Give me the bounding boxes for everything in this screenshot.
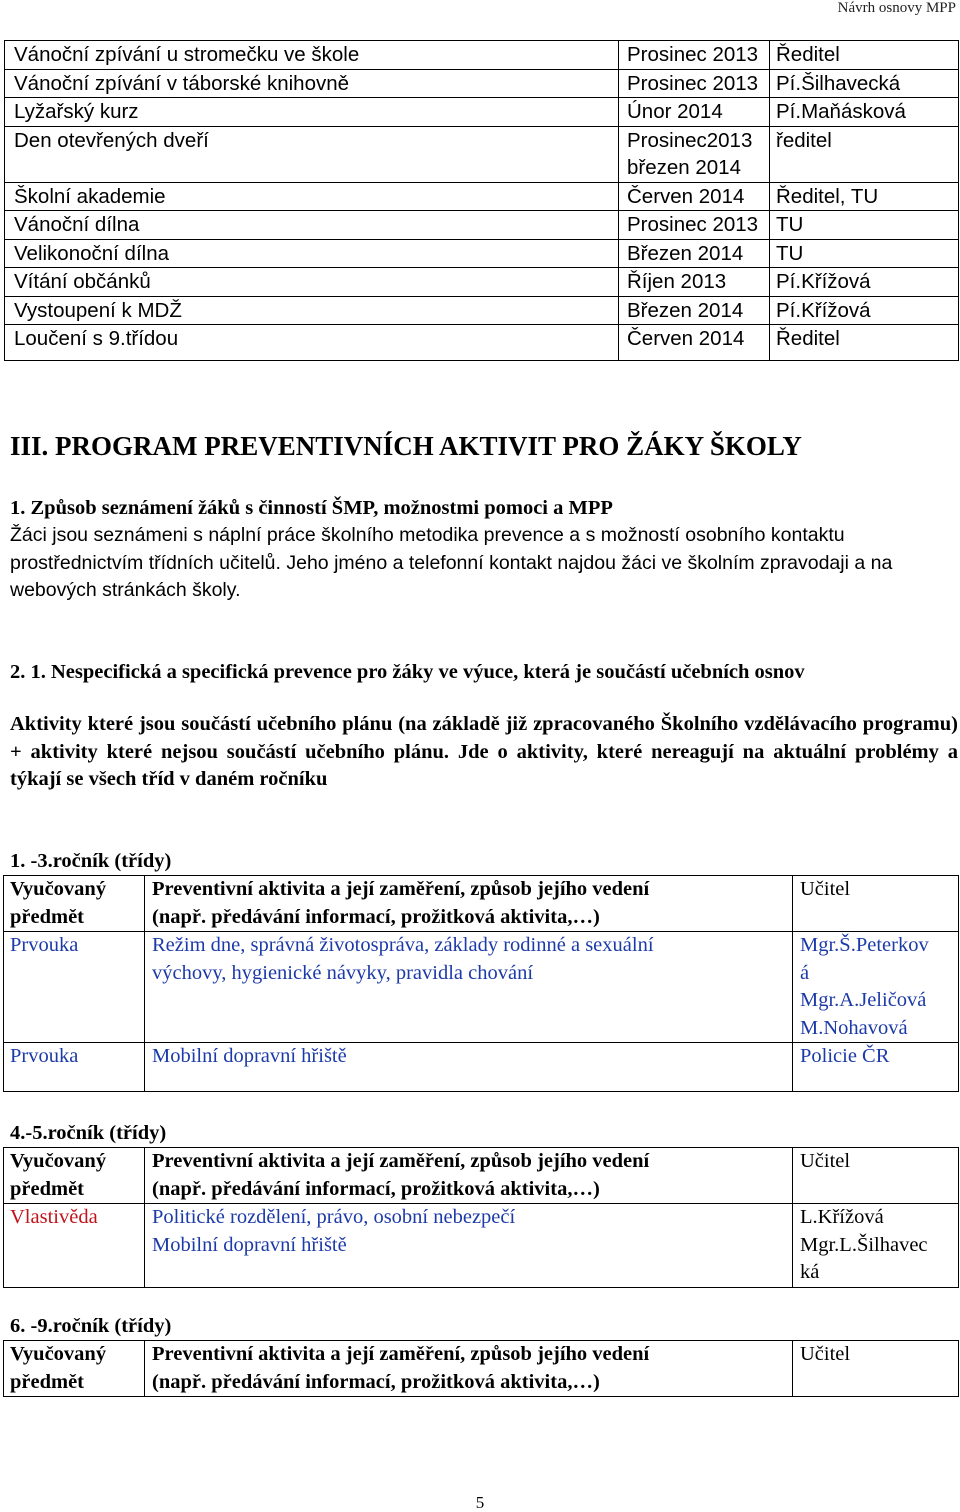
prevention-heading: 2. 1. Nespecifická a specifická prevence pro žáky ve výuce, která je součástí učebních osnov (10, 661, 805, 683)
header-line: (např. předávání informací, prožitková aktivita,…) (152, 1177, 600, 1200)
teacher-line: á (800, 961, 810, 984)
events-table (4, 40, 959, 361)
section-title: III. PROGRAM PREVENTIVNÍCH AKTIVIT PRO ŽÁKY ŠKOLY (10, 431, 802, 461)
column-header-activity (145, 876, 793, 932)
event-date: Červen 2014 (619, 182, 770, 211)
activity-cell (145, 932, 793, 1043)
activity-line: Mobilní dopravní hřiště (152, 1233, 347, 1256)
event-row (5, 69, 959, 98)
event-date: Říjen 2013 (619, 268, 770, 297)
header-line: Vyučovaný (10, 1150, 107, 1172)
event-row (5, 211, 959, 240)
teacher-cell (793, 1204, 959, 1288)
event-name: Vítání občánků (5, 268, 619, 297)
activity-table (3, 1147, 959, 1288)
event-responsible: TU (770, 239, 959, 268)
subject-cell: Prvouka (4, 1043, 145, 1092)
grade-heading: 4.-5.ročník (třídy) (10, 1122, 167, 1144)
subject-cell: Prvouka (4, 932, 145, 1043)
header-line: (např. předávání informací, prožitková aktivita,…) (152, 905, 600, 928)
header-line: předmět (10, 1370, 85, 1393)
table-row (4, 932, 959, 1043)
event-row (5, 268, 959, 297)
event-name: Den otevřených dveří (5, 126, 619, 182)
header-note: Návrh osnovy MPP (837, 0, 956, 16)
teacher-line: M.Nohavová (800, 1016, 908, 1039)
event-date: Březen 2014 (619, 239, 770, 268)
activity-cell: Mobilní dopravní hřiště (145, 1043, 793, 1092)
teacher-line: L.Křížová (800, 1206, 884, 1228)
activity-line: výchovy, hygienické návyky, pravidla chování (152, 961, 534, 984)
event-row (5, 41, 959, 70)
event-responsible: TU (770, 211, 959, 240)
header-line: předmět (10, 905, 85, 928)
event-responsible: Ředitel (770, 41, 959, 70)
event-date: Únor 2014 (619, 98, 770, 127)
event-date-line: březen 2014 (627, 156, 741, 179)
table-row (4, 1043, 959, 1092)
teacher-line: Mgr.L.Šilhavec (800, 1233, 928, 1256)
event-responsible: Ředitel (770, 325, 959, 361)
column-header-teacher: Učitel (793, 1341, 959, 1397)
event-name: Loučení s 9.třídou (5, 325, 619, 361)
teacher-line: Mgr.A.Jeličová (800, 989, 927, 1011)
prevention-paragraph: Aktivity které jsou součástí učebního plánu (na základě již zpracovaného Školního vzdělávacího programu) + aktivity které nejsou součástí učebního plánu. Jde o aktivity, které nereagují na aktuální problémy a týkají se všech tříd v daném ročníku (10, 713, 958, 790)
event-row (5, 296, 959, 325)
event-date (619, 126, 770, 182)
teacher-cell: Policie ČR (793, 1043, 959, 1092)
header-line: (např. předávání informací, prožitková aktivita,…) (152, 1370, 600, 1393)
event-row (5, 98, 959, 127)
intro-paragraph: Žáci jsou seznámeni s náplní práce školního metodika prevence a s možností osobního kontaktu prostřednictvím třídních učitelů. Jeho jméno a telefonní kontakt najdou žáci ve školním zpravodaji a na webových stránkách školy. (10, 524, 893, 601)
event-responsible: Ředitel, TU (770, 182, 959, 211)
table-row (4, 1204, 959, 1288)
column-header-subject (4, 1148, 145, 1204)
event-date: Prosinec 2013 (619, 41, 770, 70)
activity-line: Politické rozdělení, právo, osobní nebezpečí (152, 1206, 516, 1228)
event-row (5, 325, 959, 361)
activity-table (3, 875, 959, 1092)
event-date: Prosinec 2013 (619, 211, 770, 240)
event-row (5, 126, 959, 182)
activity-table (3, 1340, 959, 1397)
table-header-row (4, 876, 959, 932)
event-name: Vánoční zpívání u stromečku ve škole (5, 41, 619, 70)
column-header-subject (4, 1341, 145, 1397)
teacher-line: Mgr.Š.Peterkov (800, 934, 929, 956)
column-header-activity (145, 1341, 793, 1397)
table-header-row (4, 1148, 959, 1204)
event-responsible: Pí.Křížová (770, 296, 959, 325)
event-name: Lyžařský kurz (5, 98, 619, 127)
event-name: Vánoční dílna (5, 211, 619, 240)
grade-heading: 1. -3.ročník (třídy) (10, 850, 172, 872)
event-name: Velikonoční dílna (5, 239, 619, 268)
column-header-activity (145, 1148, 793, 1204)
subject-cell: Vlastivěda (4, 1204, 145, 1288)
event-responsible: Pí.Šilhavecká (770, 69, 959, 98)
table-header-row (4, 1341, 959, 1397)
activity-line: Režim dne, správná životospráva, základy rodinné a sexuální (152, 934, 654, 956)
header-line: Preventivní aktivita a její zaměření, způsob jejího vedení (152, 1343, 650, 1365)
header-line: Preventivní aktivita a její zaměření, způsob jejího vedení (152, 878, 650, 900)
activity-cell (145, 1204, 793, 1288)
header-line: Vyučovaný (10, 1343, 107, 1365)
grade-heading: 6. -9.ročník (třídy) (10, 1315, 172, 1337)
event-date: Březen 2014 (619, 296, 770, 325)
column-header-subject (4, 876, 145, 932)
event-name: Vánoční zpívání v táborské knihovně (5, 69, 619, 98)
page-number: 5 (475, 1493, 485, 1512)
event-responsible: ředitel (770, 126, 959, 182)
event-date-line: Prosinec2013 (627, 128, 753, 152)
event-row (5, 239, 959, 268)
header-line: Preventivní aktivita a její zaměření, způsob jejího vedení (152, 1150, 650, 1172)
header-line: předmět (10, 1177, 85, 1200)
teacher-line: ká (800, 1261, 820, 1283)
event-responsible: Pí.Křížová (770, 268, 959, 297)
event-date: Červen 2014 (619, 325, 770, 361)
teacher-cell (793, 932, 959, 1043)
column-header-teacher: Učitel (793, 876, 959, 932)
intro-heading: 1. Způsob seznámení žáků s činností ŠMP, možnostmi pomoci a MPP (10, 497, 613, 519)
event-responsible: Pí.Maňásková (770, 98, 959, 127)
event-name: Školní akademie (5, 182, 619, 211)
column-header-teacher: Učitel (793, 1148, 959, 1204)
header-line: Vyučovaný (10, 878, 107, 900)
event-name: Vystoupení k MDŽ (5, 296, 619, 325)
event-row (5, 182, 959, 211)
event-date: Prosinec 2013 (619, 69, 770, 98)
